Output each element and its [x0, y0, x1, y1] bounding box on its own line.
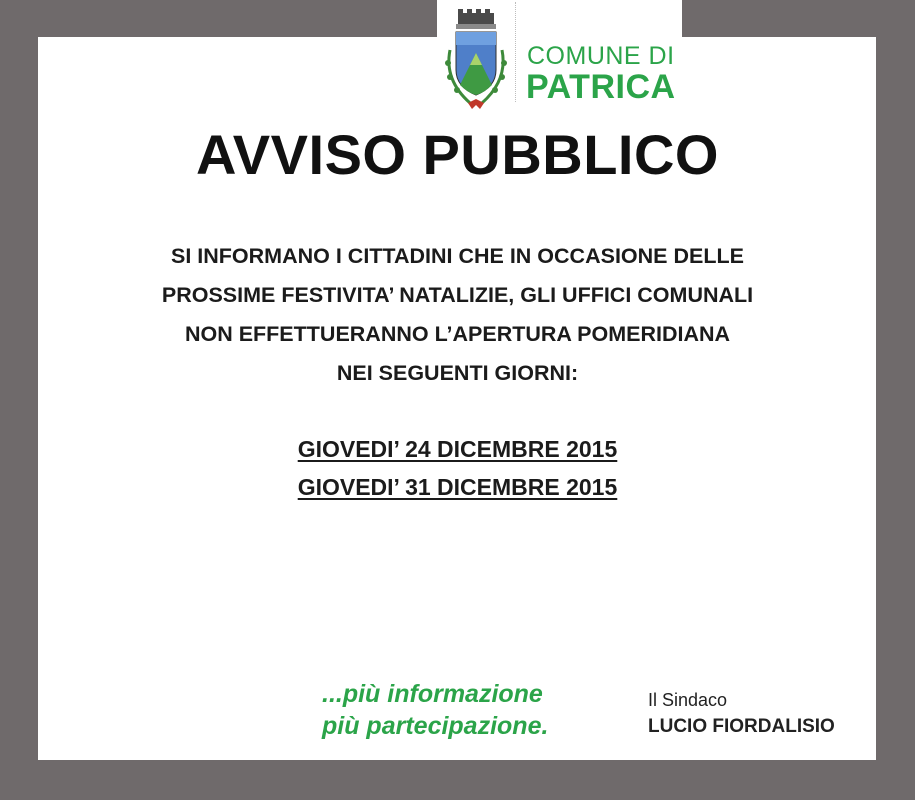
signatory-name: LUCIO FIORDALISIO — [648, 716, 835, 737]
closure-date: GIOVEDI’ 31 DICEMBRE 2015 — [297, 474, 618, 500]
municipal-coat-of-arms-icon — [440, 5, 512, 115]
notice-body-line: NEI SEGUENTI GIORNI: — [336, 361, 579, 385]
comune-label: COMUNE DI — [527, 42, 675, 70]
signatory-role: Il Sindaco — [648, 690, 728, 710]
logo-divider — [515, 2, 516, 102]
town-name: PATRICA — [526, 68, 676, 106]
closure-dates — [0, 430, 915, 506]
slogan-line: più partecipazione. — [322, 712, 549, 740]
notice-body-line: SI INFORMANO I CITTADINI CHE IN OCCASIONE DELLE — [171, 244, 744, 268]
closure-date: GIOVEDI’ 24 DICEMBRE 2015 — [297, 436, 618, 462]
notice-body-line: NON EFFETTUERANNO L’APERTURA POMERIDIANA — [184, 322, 731, 346]
slogan-line: ...più informazione — [322, 680, 543, 708]
notice-title: AVVISO PUBBLICO — [196, 123, 719, 186]
notice-body — [60, 237, 855, 393]
notice-body-line: PROSSIME FESTIVITA’ NATALIZIE, GLI UFFICI COMUNALI — [161, 283, 754, 307]
slogan — [322, 678, 548, 742]
